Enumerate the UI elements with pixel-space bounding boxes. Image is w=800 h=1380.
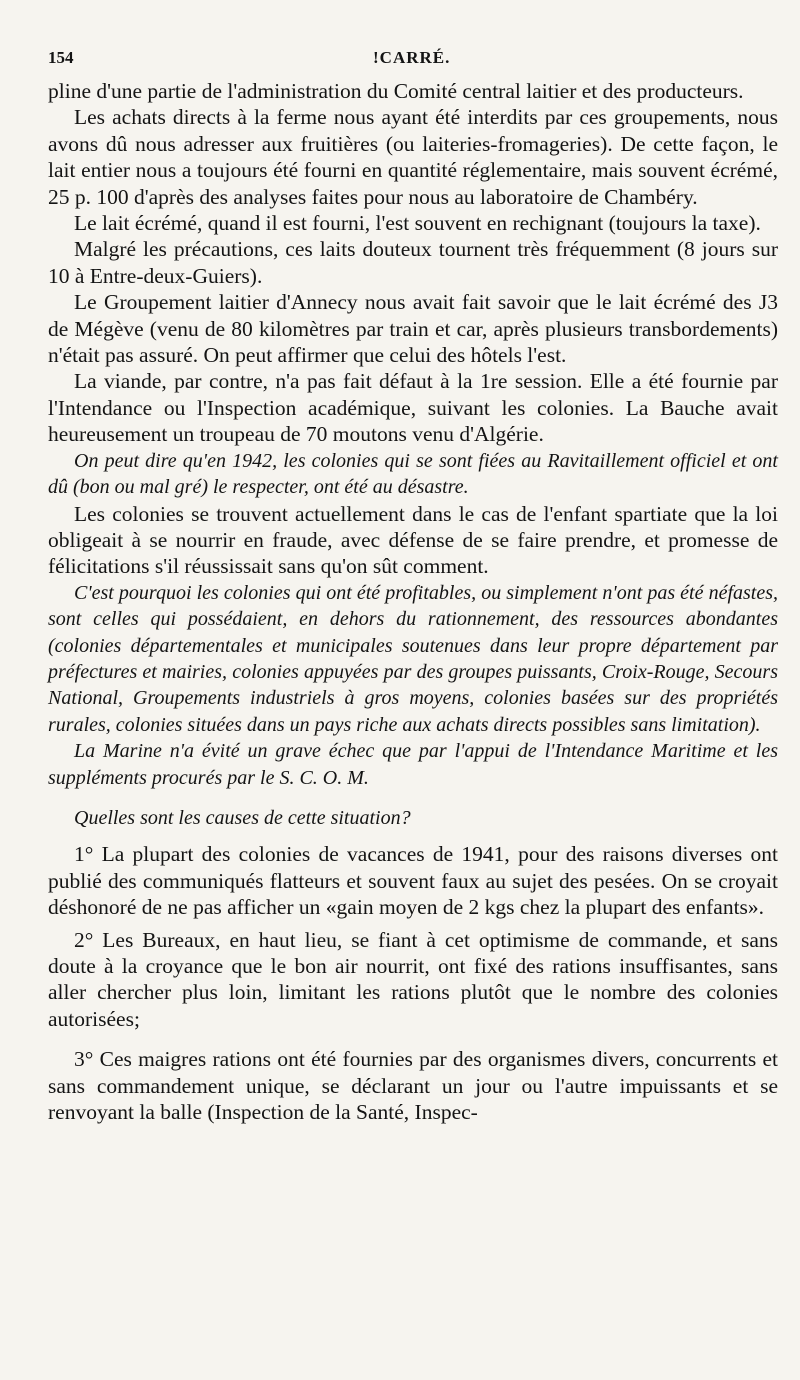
italic-paragraph: C'est pourquoi les colonies qui ont été profitables, ou simplement n'ont pas été néfastes, sont celles qui possédaient, en dehors du rationnement, des ressources abondantes (colonies départementales et municipales soutenues dans leur propre département par préfectures et mairies, colonies appuyées par des groupes puissants, Croix-Rouge, Secours National, Groupements industriels à gros moyens, colonies basées sur des propriétés rurales, colonies situées dans un pays riche aux achats directs possibles sans limitation). (48, 581, 778, 736)
paragraph: Malgré les précautions, ces laits douteux tournent très fréquemment (8 jours sur 10 à Entre-deux-Guiers). (48, 237, 778, 288)
section-question: Quelles sont les causes de cette situation? (74, 806, 411, 829)
paragraph: Les colonies se trouvent actuellement dans le cas de l'enfant spartiate que la loi obligeait à se nourrir en fraude, avec défense de se faire prendre, et promesse de félicitations s'il réussissait sans qu'on sût comment. (48, 501, 778, 579)
italic-paragraph: On peut dire qu'en 1942, les colonies qui se sont fiées au Ravitaillement officiel et ont dû (bon ou mal gré) le respecter, ont été au désastre. (48, 449, 778, 499)
italic-paragraph: La Marine n'a évité un grave échec que par l'appui de l'Intendance Maritime et les suppléments procurés par le S. C. O. M. (48, 740, 778, 789)
running-head: !CARRÉ. (373, 48, 451, 67)
paragraph: pline d'une partie de l'administration du Comité central laitier et des producteurs. (48, 79, 744, 103)
page-number: 154 (48, 48, 74, 67)
numbered-paragraph: 2° Les Bureaux, en haut lieu, se fiant à cet optimisme de commande, et sans doute à la croyance que le bon air nourrit, ont fixé des rations insuffisantes, sans aller chercher plus loin, limitant les rations plutôt que le nombre des colonies autorisées; (48, 927, 778, 1031)
paragraph: La viande, par contre, n'a pas fait défaut à la 1re session. Elle a été fournie par l'Intendance ou l'Inspection académique, suivant les colonies. La Bauche avait heureusement un troupeau de 70 moutons venu d'Algérie. (48, 369, 778, 447)
numbered-paragraph: 3° Ces maigres rations ont été fournies par des organismes divers, concurrents et sans commandement unique, se déclarant un jour ou l'autre impuissants et se renvoyant la balle (Inspection de la Santé, Inspec- (48, 1047, 778, 1125)
paragraph: Les achats directs à la ferme nous ayant été interdits par ces groupements, nous avons dû nous adresser aux fruitières (ou laiteries-fromageries). De cette façon, le lait entier nous a toujours été fourni en quantité réglementaire, mais souvent écrémé, 25 p. 100 d'après des analyses faites pour nous au laboratoire de Chambéry. (48, 105, 778, 209)
body-text (48, 78, 778, 1125)
page-header (48, 38, 778, 78)
paragraph: Le Groupement laitier d'Annecy nous avait fait savoir que le lait écrémé des J3 de Mégève (venu de 80 kilomètres par train et car, après plusieurs transbordements) n'était pas assuré. On peut affirmer que celui des hôtels l'est. (48, 290, 778, 368)
paragraph: Le lait écrémé, quand il est fourni, l'est souvent en rechignant (toujours la taxe). (74, 211, 761, 236)
numbered-paragraph: 1° La plupart des colonies de vacances de 1941, pour des raisons diverses ont publié des communiqués flatteurs et souvent faux au sujet des pesées. On se croyait déshonoré de ne pas afficher un «gain moyen de 2 kgs chez la plupart des enfants». (48, 842, 778, 920)
